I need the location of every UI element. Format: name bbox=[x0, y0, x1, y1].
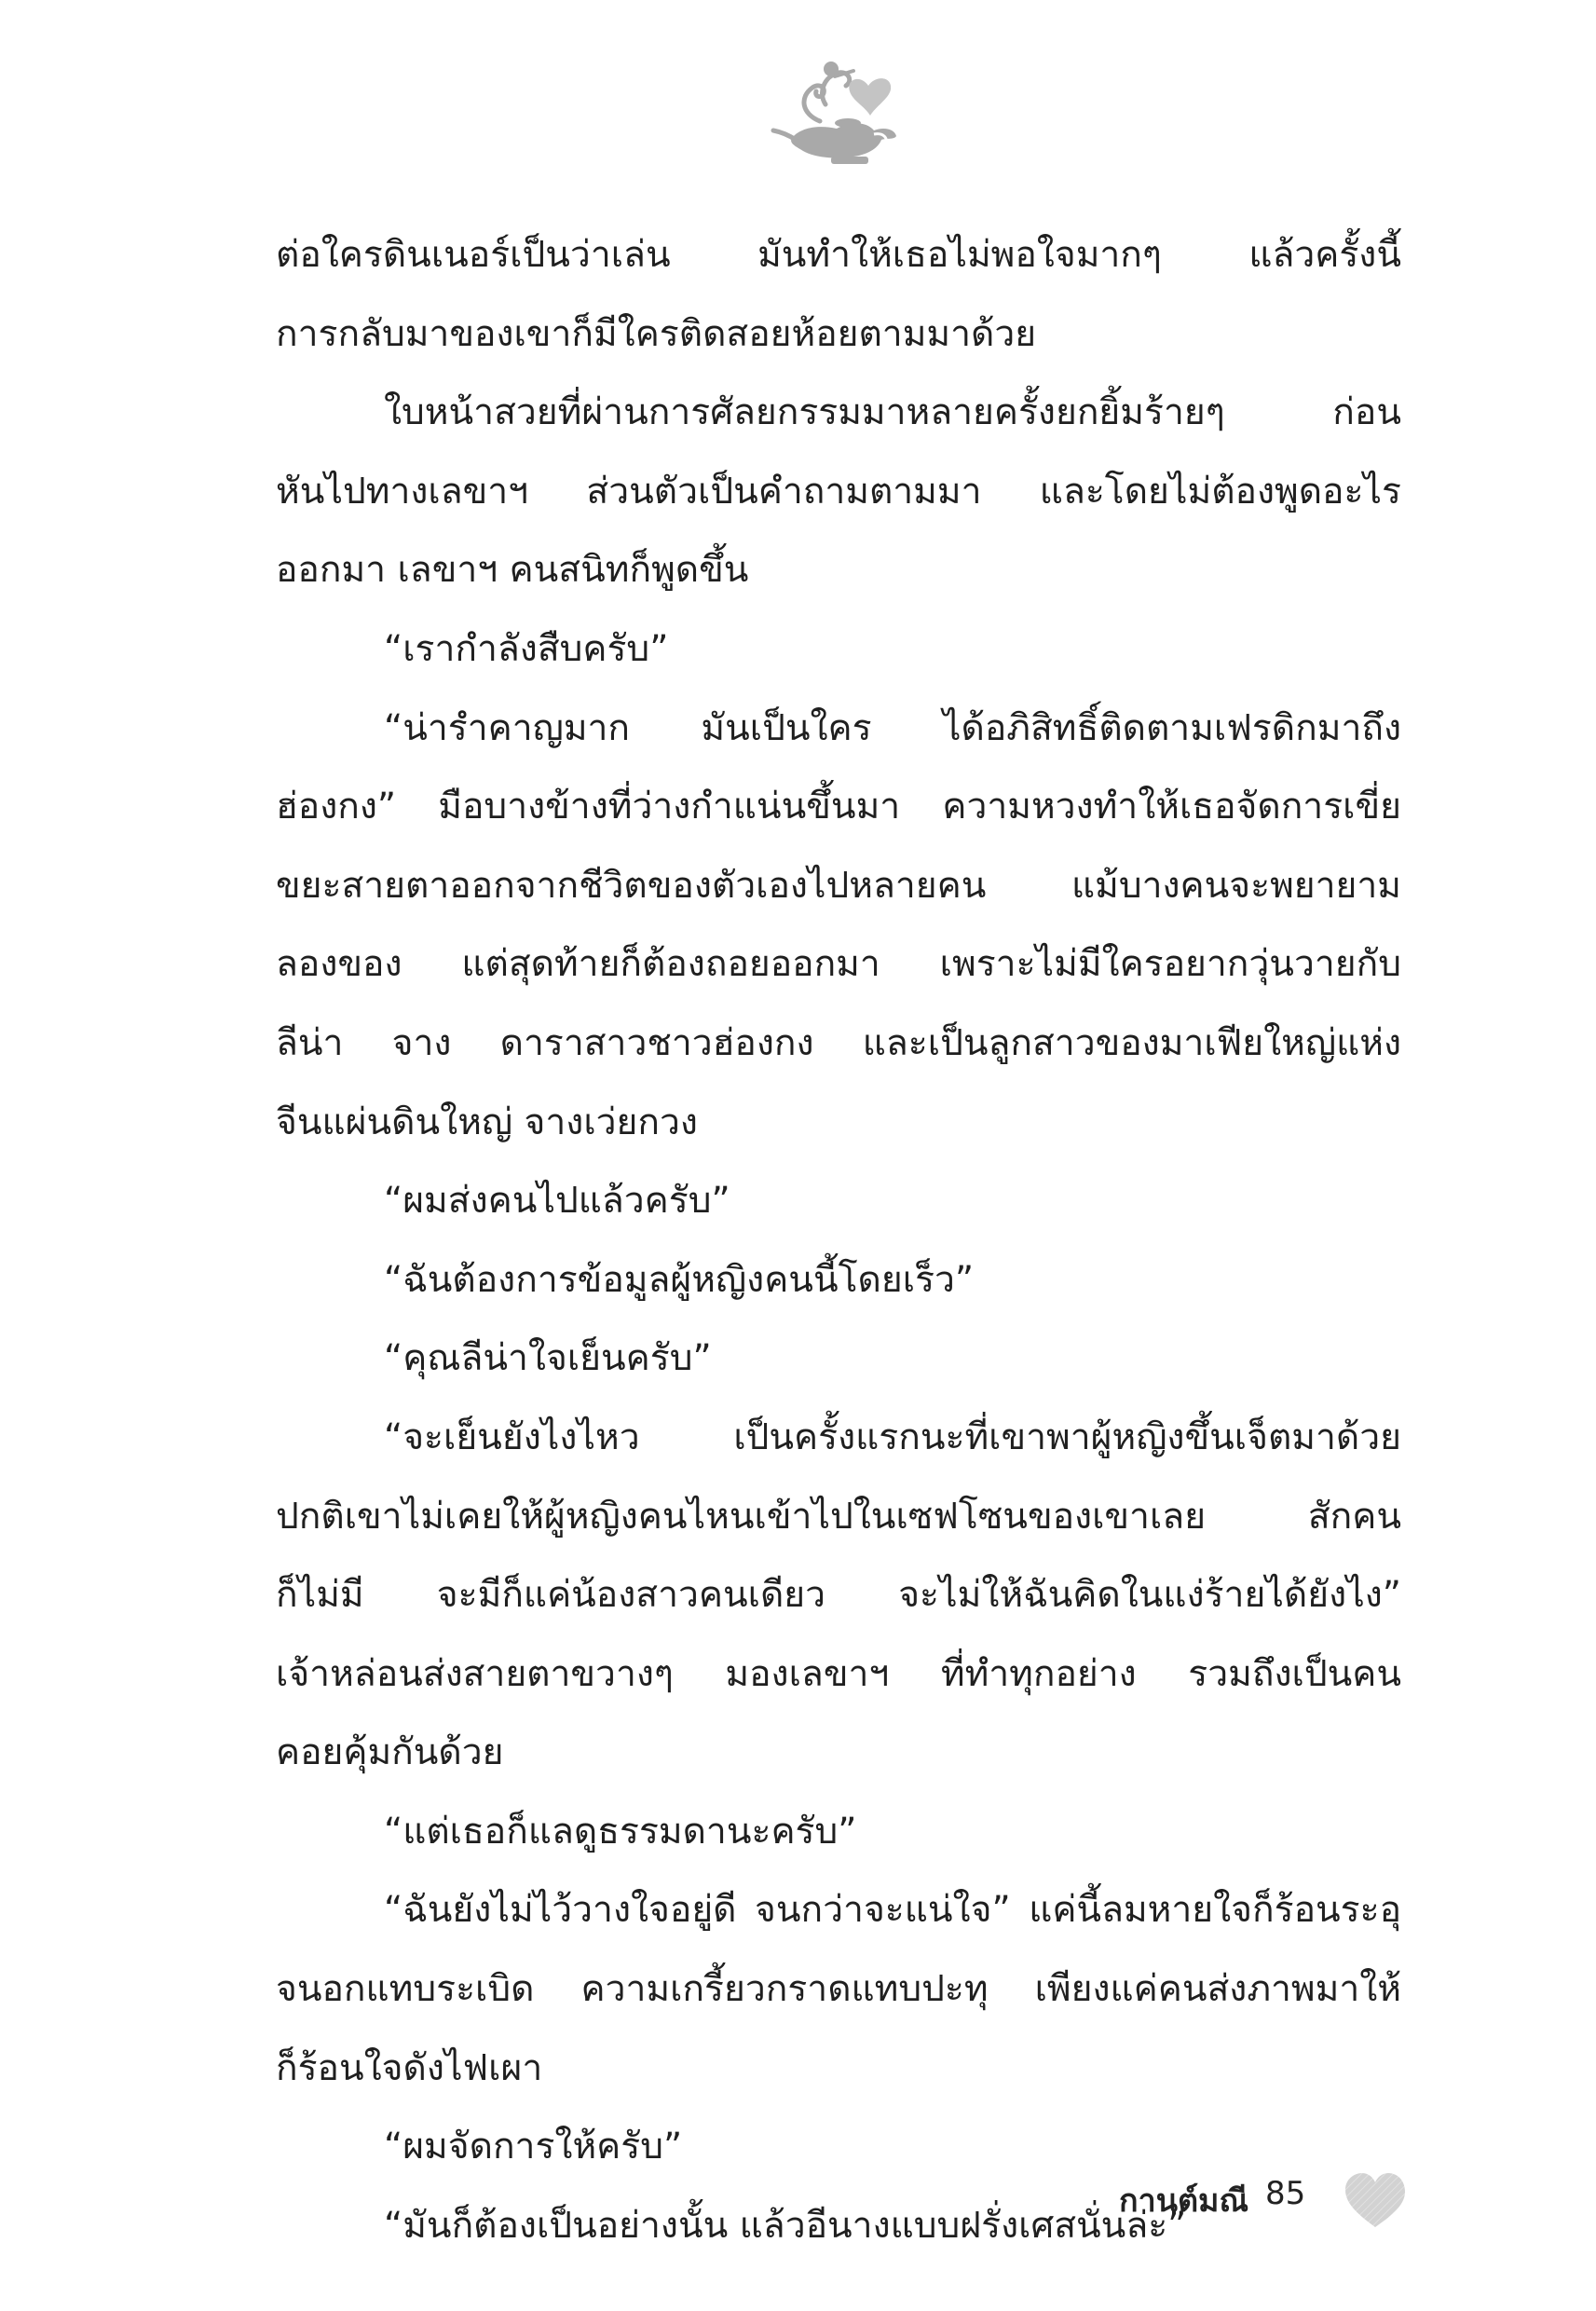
text-line: เจ้าหล่อนส่งสายตาขวางๆ มองเลขาฯ ที่ทำทุกอย่าง รวมถึงเป็นคน bbox=[276, 1652, 1401, 1695]
header-ornament bbox=[764, 48, 904, 170]
text-line: ใบหน้าสวยที่ผ่านการศัลยกรรมมาหลายครั้งยกยิ้มร้ายๆ ก่อน bbox=[384, 391, 1401, 434]
text-line: “ฉันยังไม่ไว้วางใจอยู่ดี จนกว่าจะแน่ใจ” แค่นี้ลมหายใจก็ร้อนระอุ bbox=[384, 1889, 1401, 1932]
text-line: หันไปทางเลขาฯ ส่วนตัวเป็นคำถามตามมา และโดยไม่ต้องพูดอะไร bbox=[276, 470, 1401, 513]
text-line: ต่อใครดินเนอร์เป็นว่าเล่น มันทำให้เธอไม่พอใจมากๆ แล้วครั้งนี้ bbox=[276, 234, 1401, 276]
page-number: 85 bbox=[1265, 2175, 1306, 2212]
genie-lamp-with-heart-icon bbox=[764, 48, 904, 170]
text-line: ฮ่องกง” มือบางข้างที่ว่างกำแน่นขึ้นมา ความหวงทำให้เธอจัดการเขี่ย bbox=[276, 786, 1401, 828]
text-line: “เรากำลังสืบครับ” bbox=[384, 627, 669, 670]
text-line: “ฉันต้องการข้อมูลผู้หญิงคนนี้โดยเร็ว” bbox=[384, 1258, 975, 1301]
text-line: ก็ไม่มี จะมีก็แค่น้องสาวคนเดียว จะไม่ให้ฉันคิดในแง่ร้ายได้ยังไง” bbox=[276, 1574, 1401, 1617]
text-line: ก็ร้อนใจดังไฟเผา bbox=[276, 2046, 543, 2089]
text-line: จีนแผ่นดินใหญ่ จางเว่ยกวง bbox=[276, 1101, 698, 1143]
text-line: “มันก็ต้องเป็นอย่างนั้น แล้วอีนางแบบฝรั่งเศสนั่นล่ะ” bbox=[384, 2204, 1187, 2247]
text-line: การกลับมาของเขาก็มีใครติดสอยห้อยตามมาด้วย bbox=[276, 312, 1037, 355]
text-line: ขยะสายตาออกจากชีวิตของตัวเองไปหลายคน แม้บางคนจะพยายาม bbox=[276, 864, 1401, 907]
text-line: “น่ารำคาญมาก มันเป็นใคร ได้อภิสิทธิ์ติดตามเฟรดิกมาถึง bbox=[384, 706, 1401, 749]
text-line: ลองของ แต่สุดท้ายก็ต้องถอยออกมา เพราะไม่มีใครอยากวุ่นวายกับ bbox=[276, 943, 1401, 986]
text-line: “ผมจัดการให้ครับ” bbox=[384, 2126, 683, 2168]
text-line: “ผมส่งคนไปแล้วครับ” bbox=[384, 1180, 730, 1223]
text-line: คอยคุ้มกันด้วย bbox=[276, 1731, 504, 1774]
text-line: จนอกแทบระเบิด ความเกรี้ยวกราดแทบปะทุ เพียงแค่คนส่งภาพมาให้ bbox=[276, 1968, 1401, 2011]
text-line: ปกติเขาไม่เคยให้ผู้หญิงคนไหนเข้าไปในเซฟโซนของเขาเลย สักคน bbox=[276, 1495, 1401, 1538]
text-line: ลีน่า จาง ดาราสาวชาวฮ่องกง และเป็นลูกสาวของมาเฟียใหญ่แห่ง bbox=[276, 1021, 1401, 1064]
text-line: “จะเย็นยังไงไหว เป็นครั้งแรกนะที่เขาพาผู้หญิงขึ้นเจ็ตมาด้วย bbox=[384, 1415, 1401, 1458]
text-line: ออกมา เลขาฯ คนสนิทก็พูดขึ้น bbox=[276, 549, 749, 592]
text-line: “คุณลีน่าใจเย็นครับ” bbox=[384, 1337, 712, 1380]
text-line: “แต่เธอก็แลดูธรรมดานะครับ” bbox=[384, 1810, 857, 1853]
main-text bbox=[276, 216, 1401, 2265]
heart-icon bbox=[1342, 2169, 1409, 2231]
page-footer bbox=[1071, 2169, 1463, 2235]
book-title: กานต์มณี bbox=[1119, 2182, 1248, 2220]
